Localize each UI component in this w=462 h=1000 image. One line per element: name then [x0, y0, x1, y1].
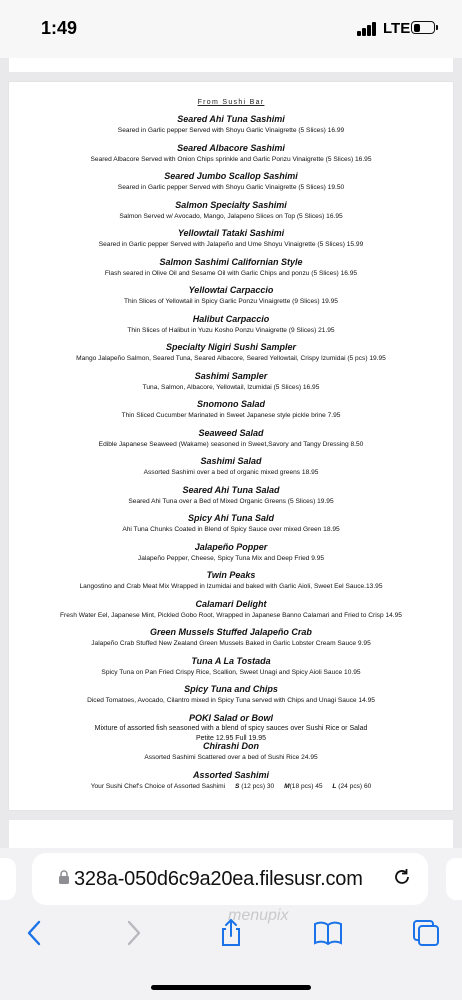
share-icon[interactable] — [216, 918, 246, 948]
menu-item — [0, 228, 462, 257]
menu-item — [0, 399, 462, 428]
menu-item — [0, 599, 462, 628]
menu-item-description: Jalapeño Pepper, Cheese, Spicy Tuna Mix and Deep Fried 9.95 — [137, 554, 325, 562]
watermark: menupix — [228, 907, 289, 924]
menu-item — [0, 456, 462, 485]
menu-item — [0, 713, 462, 742]
menu-item — [0, 200, 462, 229]
menu-item-name: Specialty Nigiri Sushi Sampler — [165, 342, 297, 352]
menu-item — [0, 485, 462, 514]
menu-item — [0, 314, 462, 343]
tabs-icon[interactable] — [411, 918, 441, 948]
menu-item-name: Tuna A La Tostada — [191, 655, 271, 666]
menu-item-name: Chirashi Don — [202, 741, 259, 751]
menu-item-name: Sashimi Salad — [200, 456, 262, 466]
previous-tab-peek[interactable] — [0, 858, 16, 900]
menu-item-description: Ahi Tuna Chunks Coated in Blend of Spicy Sauce over mixed Green 18.95 — [122, 526, 340, 533]
reload-icon[interactable] — [391, 866, 413, 888]
menu-item — [0, 342, 462, 371]
lock-icon — [58, 869, 70, 885]
menu-item-description: Tuna, Salmon, Albacore, Yellowtail, Izumidai (5 Slices) 16.95 — [142, 383, 320, 391]
menu-item-description: Jalapeño Crab Stuffed New Zealand Green Mussels Baked in Garlic Lobster Cream Sauce 9.95 — [91, 640, 371, 647]
menu-item — [0, 371, 462, 400]
back-icon[interactable] — [20, 918, 50, 948]
menu-item-name: Yellowtail Tataki Sashimi — [177, 228, 285, 238]
menu-item-description: Thin Slices of Halibut in Yuzu Kosho Ponzu Vinaigrette (9 Slices) 21.95 — [127, 326, 335, 334]
next-tab-peek[interactable] — [446, 858, 462, 900]
menu-item — [0, 114, 462, 143]
menu-item-name: Twin Peaks — [206, 570, 256, 580]
menu-item — [0, 627, 462, 656]
menu-item-name: Seared Jumbo Scallop Sashimi — [164, 171, 298, 181]
menu-item-list — [0, 114, 462, 798]
menu-item-description: Seared Ahi Tuna over a Bed of Mixed Organic Greens (5 Slices) 19.95 — [128, 497, 334, 505]
next-menu-page — [9, 820, 453, 850]
menu-item-name: Salmon Sashimi Californian Style — [159, 256, 303, 267]
menu-item-name: Jalapeño Popper — [194, 541, 268, 552]
network-label: LTE — [383, 20, 411, 37]
menu-item-description: Seared in Garlic pepper Served with Shoyu Garlic Vinaigrette (5 Slices) 16.99 — [117, 127, 345, 134]
menu-item-name: Salmon Specialty Sashimi — [175, 199, 287, 210]
menu-item — [0, 684, 462, 713]
menu-item-assorted-sashimi — [0, 770, 462, 799]
menu-item-name: Yellowtai Carpaccio — [188, 285, 274, 295]
menu-item-name: Seared Ahi Tuna Salad — [182, 484, 280, 495]
signal-icon — [357, 22, 379, 36]
menu-item — [0, 513, 462, 542]
menu-item — [0, 428, 462, 457]
menu-item — [0, 570, 462, 599]
menu-item-name: Assorted Sashimi — [192, 769, 270, 780]
clock: 1:49 — [41, 18, 78, 38]
menu-item-description: Flash seared in Olive Oil and Sesame Oil with Garlic Chips and ponzu (5 Slices) 16.95 — [104, 269, 358, 277]
menu-item-name: POKI Salad or Bowl — [188, 712, 273, 723]
menu-item — [0, 741, 462, 770]
home-indicator[interactable] — [151, 985, 311, 990]
menu-item-description: Mango Jalapeño Salmon, Seared Tuna, Seared Albacore, Seared Yellowtail, Crispy Izumidai (5 pcs) 19.95 — [76, 355, 386, 362]
menu-item-description: Spicy Tuna on Pan Fried Crispy Rice, Scallion, Sweet Unagi and Spicy Aioli Sauce 10.95 — [101, 668, 361, 676]
menu-item-description: Seared Albacore Served with Onion Chips sprinkle and Garlic Ponzu Vinaigrette (5 Slices) 16.95 — [90, 155, 372, 163]
bookmarks-icon[interactable] — [313, 918, 343, 948]
menu-item-description: Edible Japanese Seaweed (Wakame) seasoned in Sweet,Savory and Tangy Dressing 8.50 — [98, 440, 364, 448]
menu-item-name: Seared Albacore Sashimi — [177, 142, 285, 153]
menu-item-name: Spicy Tuna and Chips — [184, 684, 278, 694]
menu-item-description: Seared in Garlic pepper Served with Jalapeño and Ume Shoyu Vinaigrette (5 Slices) 15.99 — [98, 241, 364, 248]
menu-item-description: Mixture of assorted fish seasoned with a blend of spicy sauces over Sushi Rice or Salad — [94, 724, 368, 732]
menu-item-price: Petite 12.95 Full 19.95 — [195, 734, 267, 742]
menu-item-name: Green Mussels Stuffed Jalapeño Crab — [150, 627, 312, 637]
menu-item-description: Salmon Served w/ Avocado, Mango, Jalapeno Slices on Top (5 Slices) 16.95 — [119, 212, 343, 220]
menu-item — [0, 542, 462, 571]
section-heading: From Sushi Bar — [197, 99, 265, 106]
menu-item-description: Assorted Sashimi over a bed of organic mixed greens 18.95 — [143, 469, 319, 476]
menu-item — [0, 285, 462, 314]
menu-item-description: Assorted Sashimi Scattered over a bed of Sushi Rice 24.95 — [144, 754, 318, 761]
menu-item-description: Diced Tomatoes, Avocado, Cilantro mixed in Spicy Tuna served with Chips and Unagi Sauce 14.95 — [87, 697, 375, 704]
menu-item-description: Thin Sliced Cucumber Marinated in Sweet Japanese style pickle brine 7.95 — [121, 412, 341, 419]
menu-item — [0, 171, 462, 200]
status-bar — [0, 0, 462, 58]
menu-item-name: Snomono Salad — [196, 399, 265, 409]
battery-icon — [411, 21, 435, 34]
menu-item — [0, 257, 462, 286]
menu-item-description: Thin Slices of Yellowtail in Spicy Garlic Ponzu Vinaigrette (9 Slices) 19.95 — [124, 298, 338, 305]
menu-item-name: Halibut Carpaccio — [192, 313, 270, 324]
forward-icon[interactable] — [118, 918, 148, 948]
menu-item-description: Fresh Water Eel, Japanese Mint, Pickled Gobo Root, Wrapped in Japanese Banno Calamari and Fried to Crisp 14.95 — [60, 611, 402, 619]
menu-item — [0, 656, 462, 685]
menu-item-name: Seared Ahi Tuna Sashimi — [177, 114, 285, 124]
menu-item-description: Your Sushi Chef's Choice of Assorted Sashimi S (12 pcs) 30 M(18 pcs) 45 L (24 pcs) 60 — [90, 782, 372, 790]
menu-item-description: Langostino and Crab Meat Mix Wrapped in Izumidai and baked with Garlic Aioli, Sweet Eel Sauce.13.95 — [79, 583, 383, 590]
menu-item — [0, 143, 462, 172]
menu-item-name: Sashimi Sampler — [194, 370, 268, 381]
url-text[interactable]: 328a-050d6c9a20ea.filesusr.com — [74, 868, 363, 890]
previous-menu-page — [9, 58, 453, 72]
menu-item-name: Calamari Delight — [195, 598, 267, 609]
menu-item-name: Seaweed Salad — [198, 427, 264, 438]
menu-item-name: Spicy Ahi Tuna Sald — [187, 513, 275, 523]
menu-item-description: Seared in Garlic pepper Served with Shoyu Garlic Vinaigrette (5 Slices) 19.50 — [117, 184, 345, 191]
